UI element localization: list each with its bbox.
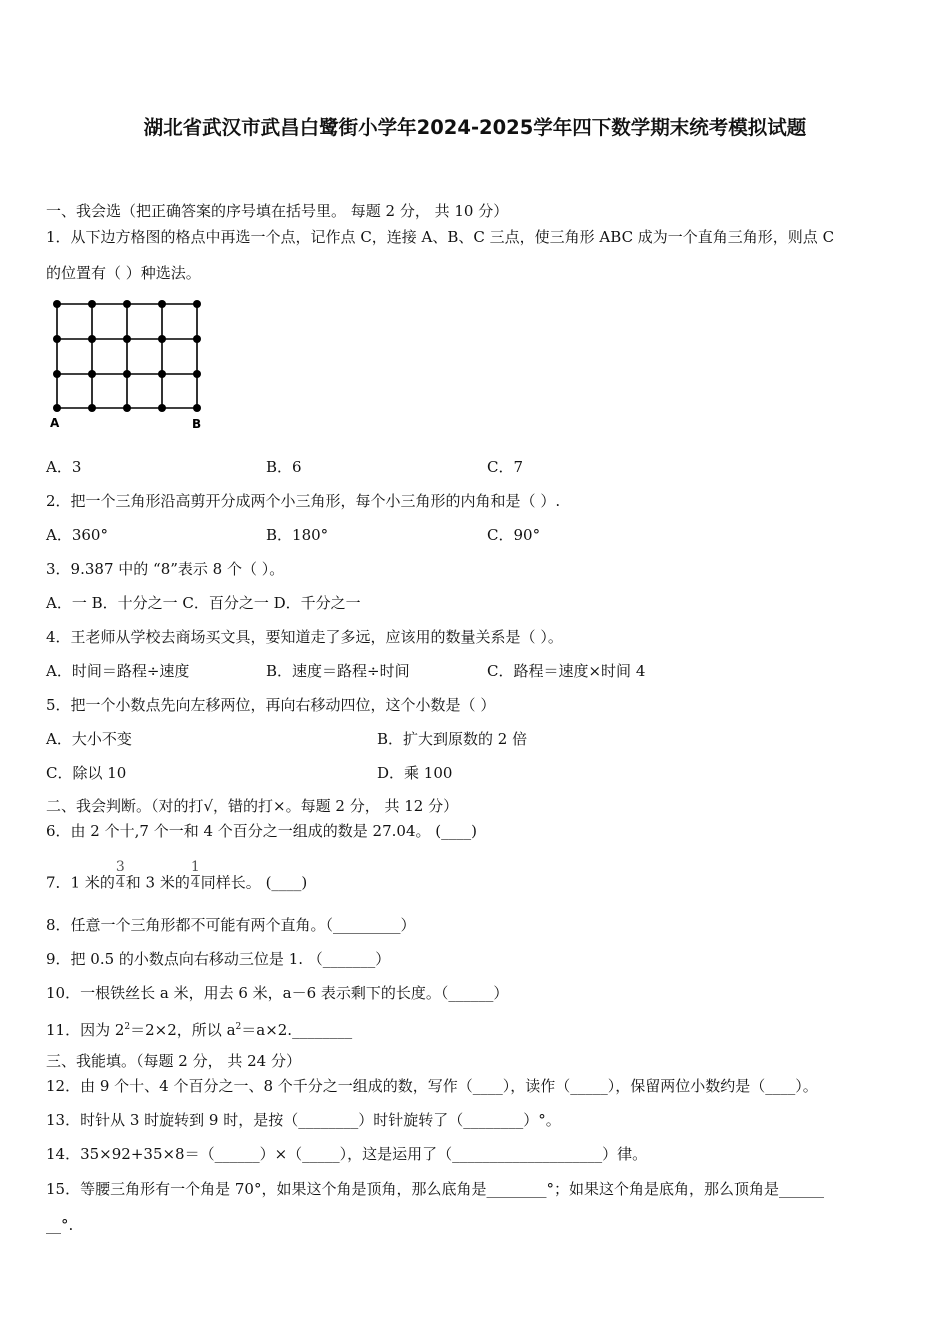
question-6: 6．由 2 个十,7 个一和 4 个百分之一组成的数是 27.04。 (____) — [46, 822, 477, 840]
fraction-one-quarter — [191, 860, 200, 891]
question-7 — [46, 859, 308, 899]
dot-grid-figure — [40, 292, 215, 432]
q4-option-b: B．速度＝路程÷时间 — [266, 662, 410, 680]
q2-option-b: B．180° — [266, 526, 329, 544]
q2-option-a: A．360° — [46, 526, 108, 544]
q7-text-b: 和 3 米的 — [125, 873, 190, 892]
q5-option-c: C．除以 10 — [46, 764, 127, 782]
question-9: 9．把 0.5 的小数点向右移动三位是 1. （_______） — [46, 950, 391, 968]
q11-text-b: ＝2×2，所以 a — [130, 1021, 236, 1039]
fraction-denominator: 4 — [190, 875, 200, 891]
section-heading-2: 二、我会判断。（对的打√，错的打×。每题 2 分， 共 12 分） — [46, 797, 459, 815]
exam-title: 湖北省武汉市武昌白鹭街小学年2024-2025学年四下数学期末统考模拟试题 — [143, 116, 807, 139]
question-13: 13．时针从 3 时旋转到 9 时，是按（________）时针旋转了（________）°。 — [46, 1111, 561, 1129]
question-12: 12．由 9 个十、4 个百分之一、8 个千分之一组成的数，写作（____），读作（_____），保留两位小数约是（____）。 — [46, 1077, 818, 1095]
q1-option-a: A．3 — [46, 458, 82, 476]
question-15-line-1: 15．等腰三角形有一个角是 70°，如果这个角是顶角，那么底角是________°；如果这个角是底角，那么顶角是______ — [46, 1180, 824, 1198]
q11-text-a: 11．因为 2 — [46, 1021, 125, 1039]
section-heading-1: 一、我会选（把正确答案的序号填在括号里。 每题 2 分， 共 10 分） — [46, 202, 509, 220]
question-3: 3．9.387 中的 “8”表示 8 个（ ）。 — [46, 560, 285, 578]
q5-option-b: B．扩大到原数的 2 倍 — [377, 730, 528, 748]
q4-option-c: C．路程＝速度×时间 4 — [487, 662, 646, 680]
fraction-numerator: 1 — [190, 859, 200, 875]
q11-exponent-1: 2 — [124, 1022, 131, 1032]
question-8: 8．任意一个三角形都不可能有两个直角。（_________） — [46, 916, 416, 934]
q3-options: A．一 B．十分之一 C．百分之一 D．千分之一 — [46, 594, 361, 612]
point-b-label: B — [192, 417, 202, 431]
question-2: 2．把一个三角形沿高剪开分成两个小三角形，每个小三角形的内角和是（ ）. — [46, 492, 561, 510]
q7-text-c: 同样长。 (____) — [200, 873, 308, 892]
q4-option-a: A．时间＝路程÷速度 — [46, 662, 190, 680]
question-5: 5．把一个小数点先向左移两位，再向右移动四位，这个小数是（ ） — [46, 696, 496, 714]
question-11 — [46, 1017, 352, 1040]
q1-option-b: B．6 — [266, 458, 302, 476]
q11-text-c: ＝a×2.________ — [241, 1021, 353, 1039]
question-4: 4．王老师从学校去商场买文具，要知道走了多远，应该用的数量关系是（ ）。 — [46, 628, 563, 646]
question-14: 14．35×92+35×8＝（______）×（_____），这是运用了（____________________）律。 — [46, 1145, 648, 1163]
q5-option-a: A．大小不变 — [46, 730, 132, 748]
question-1-line-2: 的位置有（ ）种选法。 — [46, 264, 201, 282]
fraction-numerator: 3 — [115, 859, 125, 875]
q1-option-c: C．7 — [487, 458, 524, 476]
q5-option-d: D．乘 100 — [377, 764, 453, 782]
point-a-label: A — [50, 416, 60, 430]
question-1-line-1: 1．从下边方格图的格点中再选一个点，记作点 C，连接 A、B、C 三点，使三角形 ABC 成为一个直角三角形，则点 C — [46, 228, 835, 246]
q2-option-c: C．90° — [487, 526, 541, 544]
question-10: 10．一根铁丝长 a 米，用去 6 米，a－6 表示剩下的长度。（______） — [46, 984, 509, 1002]
question-15-line-2: __°. — [46, 1216, 74, 1234]
q7-text-a: 7．1 米的 — [46, 873, 115, 892]
fraction-denominator: 4 — [115, 875, 125, 891]
section-heading-3: 三、我能填。（每题 2 分， 共 24 分） — [46, 1052, 301, 1070]
q11-exponent-2: 2 — [235, 1022, 242, 1032]
fraction-three-quarters — [116, 860, 125, 891]
